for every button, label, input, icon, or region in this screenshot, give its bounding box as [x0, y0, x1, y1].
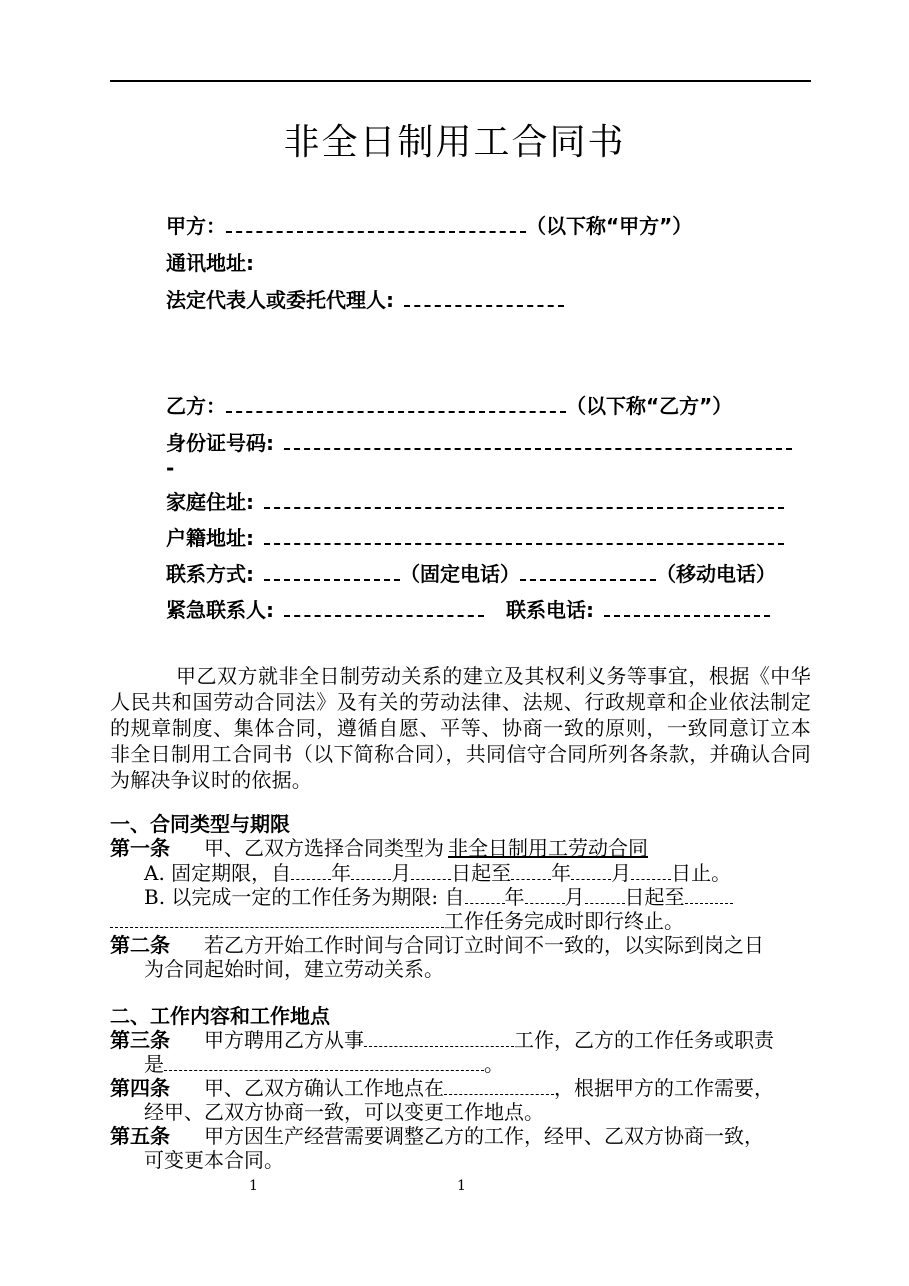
option-b-month-blank	[525, 891, 565, 904]
option-b-prefix: B. 以完成一定的工作任务为期限: 自	[144, 885, 465, 909]
article-1-label: 第一条	[110, 836, 170, 860]
fixed-phone-blank	[264, 567, 400, 581]
article-3-line2	[144, 1051, 504, 1077]
option-b-year-blank	[465, 891, 505, 904]
party-b-id-label: 身份证号码:	[166, 431, 274, 455]
party-b-line	[166, 393, 732, 419]
party-a-rep-label: 法定代表人或委托代理人:	[166, 288, 394, 312]
option-b-day: 日起至	[624, 885, 685, 909]
party-a-line	[166, 213, 692, 239]
option-a-end: 日止。	[671, 861, 732, 885]
party-a-blank	[226, 219, 526, 233]
option-b-continued	[110, 908, 684, 934]
party-b-hukou-label: 户籍地址:	[166, 526, 254, 550]
party-b-hukou-blank	[264, 531, 784, 545]
option-a-day: 日起至	[451, 861, 512, 885]
party-b-home-line	[166, 489, 784, 515]
section-1-heading: 一、合同类型与期限	[110, 812, 290, 836]
article-4-text1: 甲、乙双方确认工作地点在	[204, 1076, 444, 1100]
option-a-year: 年	[331, 861, 352, 885]
article-4	[110, 1075, 774, 1101]
article-3-line2-end: 。	[484, 1052, 504, 1076]
option-a-month: 月	[391, 861, 412, 885]
option-a-year2-blank	[511, 867, 551, 880]
article-3-line2-prefix: 是	[144, 1052, 164, 1076]
option-a-day-blank	[411, 867, 451, 880]
party-b-hukou-line	[166, 525, 784, 551]
article-3-text1: 甲方聘用乙方从事	[204, 1028, 364, 1052]
party-b-emergency-line	[166, 597, 770, 623]
option-b-day-blank	[585, 891, 625, 904]
header-rule	[110, 80, 811, 82]
option-b-end-blank-1	[685, 891, 733, 904]
option-a-month2: 月	[611, 861, 632, 885]
option-b-year: 年	[504, 885, 525, 909]
option-a-day2-blank	[631, 867, 671, 880]
party-b-home-label: 家庭住址:	[166, 490, 254, 514]
article-5	[110, 1123, 764, 1149]
page-number-left: 1	[249, 1178, 258, 1194]
emergency-contact-label: 紧急联系人:	[166, 598, 274, 622]
emergency-contact-blank	[284, 603, 484, 617]
article-2-line1: 若乙方开始工作时间与合同订立时间不一致的，以实际到岗之日	[204, 933, 764, 957]
fixed-phone-label: （固定电话）	[400, 562, 520, 586]
option-b-end: 工作任务完成时即行终止。	[444, 909, 684, 933]
party-b-home-blank	[264, 495, 784, 509]
mobile-phone-label: （移动电话）	[656, 562, 776, 586]
party-b-suffix: （以下称“乙方”）	[566, 394, 733, 418]
article-4-line2: 经甲、乙双方协商一致，可以变更工作地点。	[144, 1100, 544, 1124]
option-a-month-blank	[351, 867, 391, 880]
article-4-location-blank	[444, 1082, 554, 1095]
article-3	[110, 1027, 774, 1053]
party-b-id-blank	[284, 436, 792, 450]
option-b-end-blank-2	[110, 915, 444, 928]
emergency-phone-blank	[604, 603, 770, 617]
party-a-rep-blank	[404, 293, 564, 307]
article-3-text2: 工作，乙方的工作任务或职责	[514, 1028, 774, 1052]
party-b-blank	[226, 399, 566, 413]
article-3-label: 第三条	[110, 1028, 170, 1052]
party-a-address-label: 通讯地址:	[166, 251, 254, 275]
option-a-year-blank	[291, 867, 331, 880]
article-1	[110, 835, 652, 861]
page-number-right: 1	[457, 1178, 466, 1194]
article-5-line1: 甲方因生产经营需要调整乙方的工作，经甲、乙双方协商一致，	[204, 1124, 764, 1148]
article-5-label: 第五条	[110, 1124, 170, 1148]
article-3-duty-blank	[164, 1058, 484, 1071]
article-4-text2: ，根据甲方的工作需要，	[554, 1076, 774, 1100]
section-2-heading: 二、工作内容和工作地点	[110, 1004, 330, 1028]
article-1-text: 甲、乙双方选择合同类型为	[204, 836, 444, 860]
party-b-id-line	[166, 430, 792, 456]
party-a-rep-line	[166, 287, 564, 313]
option-a	[144, 860, 731, 886]
option-b	[144, 884, 733, 910]
option-a-prefix: A. 固定期限，自	[144, 861, 292, 885]
intro-paragraph: 甲乙双方就非全日制劳动关系的建立及其权利义务等事宜，根据《中华人民共和国劳动合同法》及有关的劳动法律、法规、行政规章和企业依法制定的规章制度、集体合同，遵循自愿、平等、协商一致的原则，一致同意订立本非全日制用工合同书（以下简称合同），共同信守合同所列各条款，并确认合同为解决争议时的依据。	[110, 664, 811, 792]
option-b-month: 月	[564, 885, 585, 909]
emergency-phone-label: 联系电话:	[506, 598, 594, 622]
party-b-contact-label: 联系方式:	[166, 562, 254, 586]
document-title: 非全日制用工合同书	[283, 122, 626, 163]
article-3-job-blank	[364, 1034, 514, 1047]
mobile-phone-blank	[520, 567, 656, 581]
option-a-month2-blank	[571, 867, 611, 880]
party-b-id-tail: -	[166, 456, 175, 480]
party-a-suffix: （以下称“甲方”）	[526, 214, 693, 238]
party-a-label: 甲方：	[166, 214, 226, 238]
party-b-contact-line	[166, 561, 776, 587]
party-b-label: 乙方：	[166, 394, 226, 418]
article-4-label: 第四条	[110, 1076, 170, 1100]
option-a-year2: 年	[551, 861, 572, 885]
article-5-line2: 可变更本合同。	[144, 1148, 284, 1172]
article-2-line2: 为合同起始时间，建立劳动关系。	[144, 957, 444, 981]
article-2	[110, 932, 764, 958]
contract-type-value: 非全日制用工劳动合同	[448, 836, 648, 860]
article-2-label: 第二条	[110, 933, 170, 957]
